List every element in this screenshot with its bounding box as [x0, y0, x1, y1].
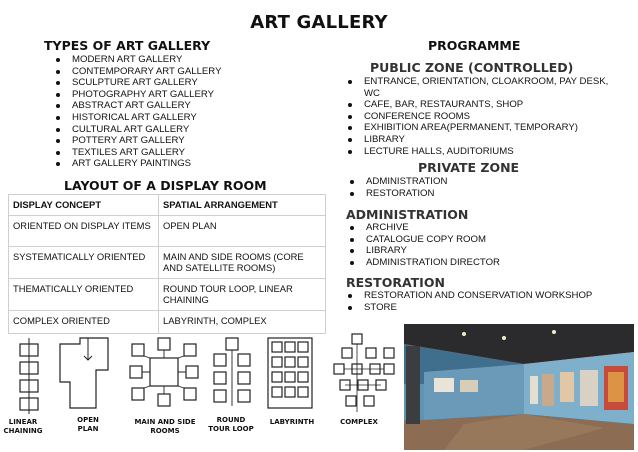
list-item: CULTURAL ART GALLERY: [52, 124, 221, 136]
round-tour-loop-diagram: [214, 338, 250, 406]
complex-diagram: [334, 334, 394, 412]
restoration-heading: RESTORATION: [346, 275, 445, 290]
administration-heading: ADMINISTRATION: [346, 207, 469, 222]
list-item: RESTORATION AND CONSERVATION WORKSHOP: [344, 290, 592, 302]
list-item: STORE: [344, 302, 592, 314]
open-plan-diagram: [60, 338, 108, 408]
types-list: [52, 54, 221, 170]
list-item: ENTRANCE, ORIENTATION, CLOAKROOM, PAY DESK, WC: [344, 76, 612, 99]
list-item: ARCHIVE: [346, 222, 500, 234]
table-row: [9, 246, 326, 278]
restoration-list: [344, 290, 592, 313]
list-item: ADMINISTRATION: [346, 176, 447, 188]
list-item: TEXTILES ART GALLERY: [52, 147, 221, 159]
table-cell: MAIN AND SIDE ROOMS (CORE AND SATELLITE ROOMS): [159, 246, 326, 278]
list-item: MODERN ART GALLERY: [52, 54, 221, 66]
list-item: EXHIBITION AREA(PERMANENT, TEMPORARY): [344, 122, 634, 134]
diagram-label-complex: COMPLEX: [340, 418, 378, 426]
display-room-table: [8, 194, 326, 334]
table-cell: ORIENTED ON DISPLAY ITEMS: [9, 215, 159, 246]
list-item: PHOTOGRAPHY ART GALLERY: [52, 89, 221, 101]
diagram-label-linear-chaining: LINEAR CHAINING: [3, 418, 43, 435]
types-heading: TYPES OF ART GALLERY: [44, 38, 211, 53]
table-cell: SYSTEMATICALLY ORIENTED: [9, 246, 159, 278]
main-and-side-rooms-diagram: [130, 338, 198, 406]
table-header: DISPLAY CONCEPT: [9, 195, 159, 216]
table-cell: OPEN PLAN: [159, 215, 326, 246]
table-header: SPATIAL ARRANGEMENT: [159, 195, 326, 216]
programme-heading: PROGRAMME: [428, 38, 521, 53]
list-item: CATALOGUE COPY ROOM: [346, 234, 500, 246]
diagram-label-labyrinth: LABYRINTH: [269, 418, 315, 426]
private-zone-heading: PRIVATE ZONE: [418, 160, 520, 175]
diagram-label-open-plan: OPEN PLAN: [77, 416, 99, 433]
list-item: LIBRARY: [344, 134, 634, 146]
labyrinth-diagram: [268, 338, 312, 408]
table-cell: THEMATICALLY ORIENTED: [9, 278, 159, 310]
list-item: LIBRARY: [346, 245, 500, 257]
private-zone-list: [346, 176, 447, 199]
linear-chaining-diagram: [20, 338, 38, 414]
table-cell: LABYRINTH, COMPLEX: [159, 310, 326, 333]
list-item: ABSTRACT ART GALLERY: [52, 100, 221, 112]
list-item: CONFERENCE ROOMS: [344, 111, 634, 123]
list-item: SCULPTURE ART GALLERY: [52, 77, 221, 89]
page-title: ART GALLERY: [250, 12, 388, 33]
list-item: HISTORICAL ART GALLERY: [52, 112, 221, 124]
table-cell: COMPLEX ORIENTED: [9, 310, 159, 333]
diagram-label-round-tour-loop: ROUND TOUR LOOP: [208, 416, 254, 433]
gallery-photo: [404, 324, 634, 450]
public-zone-list: [344, 76, 634, 157]
table-row: [9, 215, 326, 246]
spatial-arrangement-diagrams: [0, 330, 400, 422]
list-item: ADMINISTRATION DIRECTOR: [346, 257, 500, 269]
list-item: CONTEMPORARY ART GALLERY: [52, 66, 221, 78]
list-item: LECTURE HALLS, AUDITORIUMS: [344, 146, 634, 158]
list-item: RESTORATION: [346, 188, 447, 200]
layout-heading: LAYOUT OF A DISPLAY ROOM: [64, 178, 267, 193]
diagram-label-main-and-side-rooms: MAIN AND SIDE ROOMS: [134, 418, 196, 435]
table-row: [9, 278, 326, 310]
list-item: CAFE, BAR, RESTAURANTS, SHOP: [344, 99, 634, 111]
table-cell: ROUND TOUR LOOP, LINEAR CHAINING: [159, 278, 326, 310]
administration-list: [346, 222, 500, 268]
public-zone-heading: PUBLIC ZONE (CONTROLLED): [370, 60, 574, 75]
list-item: POTTERY ART GALLERY: [52, 135, 221, 147]
list-item: ART GALLERY PAINTINGS: [52, 158, 221, 170]
